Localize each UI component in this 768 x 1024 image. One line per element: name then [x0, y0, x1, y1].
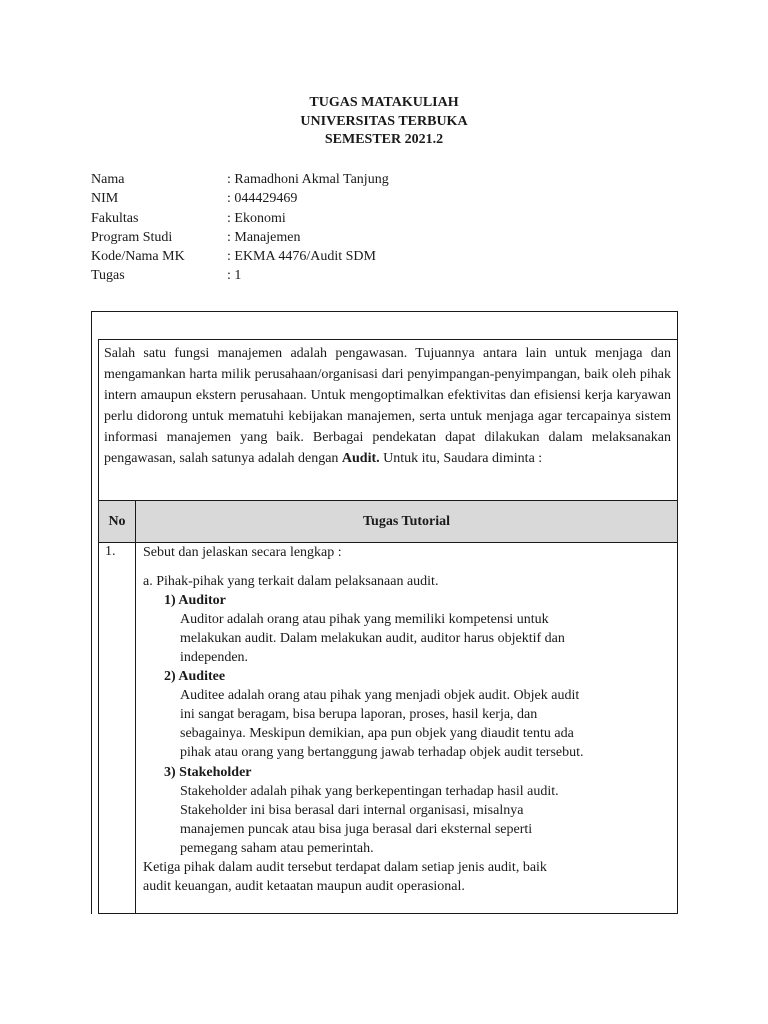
- info-row-kode-mk: [91, 247, 389, 266]
- intro-paragraph: [98, 339, 678, 501]
- info-value: : Manajemen: [227, 229, 301, 245]
- info-label: Tugas: [91, 268, 125, 284]
- intro-after: Untuk itu, Saudara diminta :: [379, 451, 543, 466]
- header-line-1: TUGAS MATAKULIAH: [309, 95, 459, 110]
- header-line-2: UNIVERSITAS TERBUKA: [300, 113, 468, 129]
- intro-text: Salah satu fungsi manajemen adalah pengawasan. Tujuannya antara lain untuk menjaga dan mengamankan harta milik perusahaan/organisasi dari penyimpangan-penyimpangan, baik oleh pihak intern amaupun ekstern perusahaan. Untuk mengoptimalkan efektivitas dan efisiensi kerja karyawan perlu didorong untuk mematuhi kebijakan manajemen, serta untuk menjaga agar tercapainya sistem informasi manajemen yang baik. Berbagai pendekatan dapat dilakukan dalam melaksanakan pengawasan, salah satunya adalah dengan: [104, 346, 671, 466]
- auditee-line: ini sangat beragam, bisa berupa laporan, proses, hasil kerja, dan: [180, 707, 538, 722]
- auditor-line: independen.: [180, 650, 249, 665]
- info-value: : 1: [227, 268, 242, 284]
- auditee-line: pihak atau orang yang bertanggung jawab terhadap objek audit tersebut.: [180, 745, 584, 760]
- auditee-line: Auditee adalah orang atau pihak yang menjadi objek audit. Objek audit: [180, 688, 580, 703]
- stakeholder-line: pemegang saham atau pemerintah.: [180, 841, 374, 856]
- item-a: a. Pihak-pihak yang terkait dalam pelaksanaan audit.: [143, 574, 439, 589]
- auditor-line: melakukan audit. Dalam melakukan audit, auditor harus objektif dan: [180, 631, 565, 646]
- heading-stakeholder: 3) Stakeholder: [164, 765, 252, 780]
- info-row-tugas: [91, 266, 389, 285]
- info-row-nim: [91, 189, 389, 208]
- info-row-program-studi: [91, 228, 389, 247]
- document-header: [0, 94, 768, 150]
- stakeholder-line: Stakeholder ini bisa berasal dari internal organisasi, misalnya: [180, 803, 524, 818]
- info-label: NIM: [91, 191, 119, 207]
- heading-auditee: 2) Auditee: [164, 669, 226, 684]
- info-label: Kode/Nama MK: [91, 249, 185, 265]
- closing-line: Ketiga pihak dalam audit tersebut terdapat dalam setiap jenis audit, baik: [143, 860, 547, 875]
- column-header-task: Tugas Tutorial: [135, 500, 678, 543]
- stakeholder-line: manajemen puncak atau bisa juga berasal dari eksternal seperti: [180, 822, 533, 837]
- info-row-nama: [91, 170, 389, 189]
- heading-auditor: 1) Auditor: [164, 593, 226, 608]
- info-value: : EKMA 4476/Audit SDM: [227, 249, 376, 265]
- auditor-line: Auditor adalah orang atau pihak yang memiliki kompetensi untuk: [180, 612, 549, 627]
- student-info: [91, 170, 389, 286]
- info-value: : Ekonomi: [227, 210, 286, 226]
- closing-line: audit keuangan, audit ketaatan maupun audit operasional.: [143, 879, 465, 894]
- intro-bold: Audit.: [341, 451, 380, 466]
- info-label: Fakultas: [91, 210, 139, 226]
- column-header-no: No: [98, 500, 136, 543]
- info-row-fakultas: [91, 209, 389, 228]
- info-label: Nama: [91, 172, 125, 187]
- task-lead: Sebut dan jelaskan secara lengkap :: [143, 545, 342, 560]
- info-value: : 044429469: [227, 191, 298, 207]
- info-label: Program Studi: [91, 229, 173, 245]
- row-number: 1.: [98, 542, 136, 914]
- header-line-3: SEMESTER 2021.2: [324, 132, 444, 147]
- info-value: : Ramadhoni Akmal Tanjung: [227, 172, 389, 187]
- auditee-line: sebagainya. Meskipun demikian, apa pun objek yang diaudit tentu ada: [180, 726, 574, 741]
- stakeholder-line: Stakeholder adalah pihak yang berkepentingan terhadap hasil audit.: [180, 784, 559, 799]
